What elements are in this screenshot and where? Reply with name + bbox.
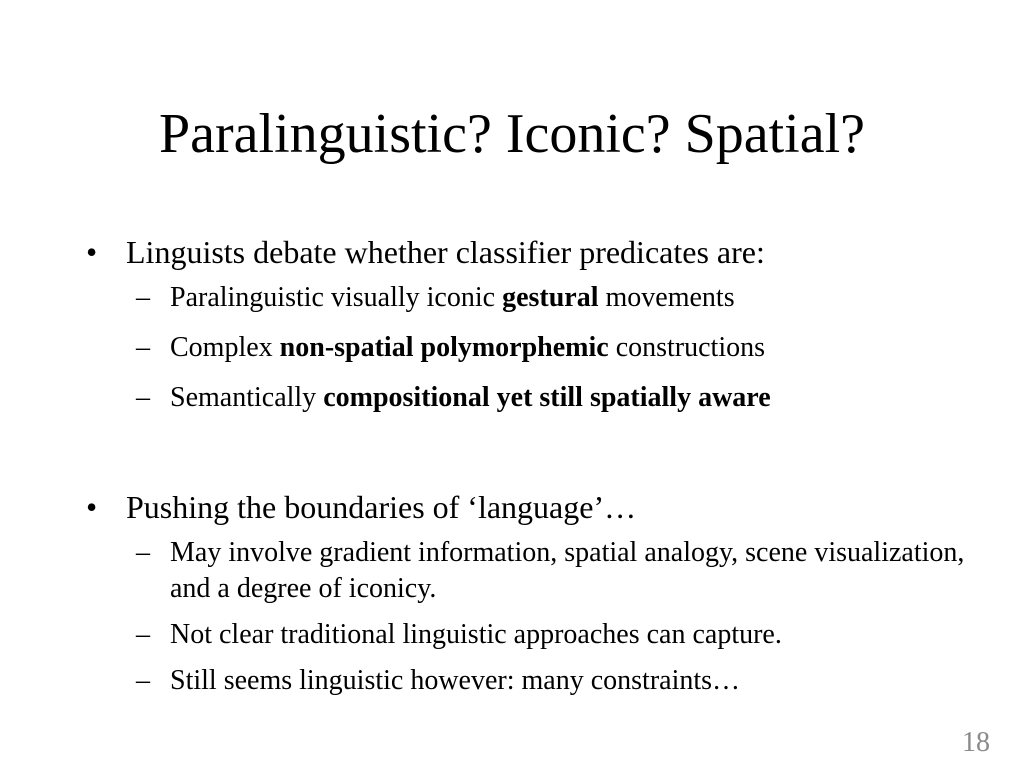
sub-bullet-item [86, 280, 966, 316]
sub-bullet-list [86, 280, 966, 416]
sub-bullet-item [86, 535, 966, 607]
bullet-dot-icon: • [86, 234, 98, 270]
slide-page-number: 18 [962, 727, 990, 758]
dash-icon: – [136, 537, 150, 568]
bold-term: non-spatial polymorphemic [279, 332, 609, 363]
sub-bullet-text: Not clear traditional linguistic approaches can capture. [170, 619, 782, 650]
bold-term: gestural [502, 282, 599, 313]
dash-icon: – [136, 382, 150, 413]
sub-bullet-text: Complex non-spatial polymorphemic constructions [170, 332, 766, 363]
sub-bullet-text: Semantically compositional yet still spatially aware [170, 382, 771, 413]
sub-bullet-item [86, 380, 966, 416]
sub-bullet-item [86, 617, 966, 653]
bullet-dot-icon: • [86, 489, 98, 525]
dash-icon: – [136, 332, 150, 363]
dash-icon: – [136, 282, 150, 313]
bullet-language-boundaries [86, 487, 966, 709]
sub-bullet-item [86, 663, 966, 699]
sub-bullet-text: Paralinguistic visually iconic gestural movements [170, 282, 735, 313]
bullet-classifier-debate [86, 232, 966, 430]
dash-icon: – [136, 665, 150, 696]
sub-bullet-list [86, 535, 966, 699]
bold-term: compositional yet still spatially aware [323, 382, 771, 413]
bullet-text: Pushing the boundaries of ‘language’… [126, 489, 637, 525]
sub-bullet-text: May involve gradient information, spatial analogy, scene visualization, and a degree of iconicy. [170, 537, 965, 604]
slide-title: Paralinguistic? Iconic? Spatial? [159, 103, 865, 165]
bullet-text: Linguists debate whether classifier predicates are: [126, 234, 765, 270]
sub-bullet-item [86, 330, 966, 366]
bullet-main-text [86, 232, 966, 272]
sub-bullet-text: Still seems linguistic however: many constraints… [170, 665, 741, 696]
dash-icon: – [136, 619, 150, 650]
bullet-main-text [86, 487, 966, 527]
